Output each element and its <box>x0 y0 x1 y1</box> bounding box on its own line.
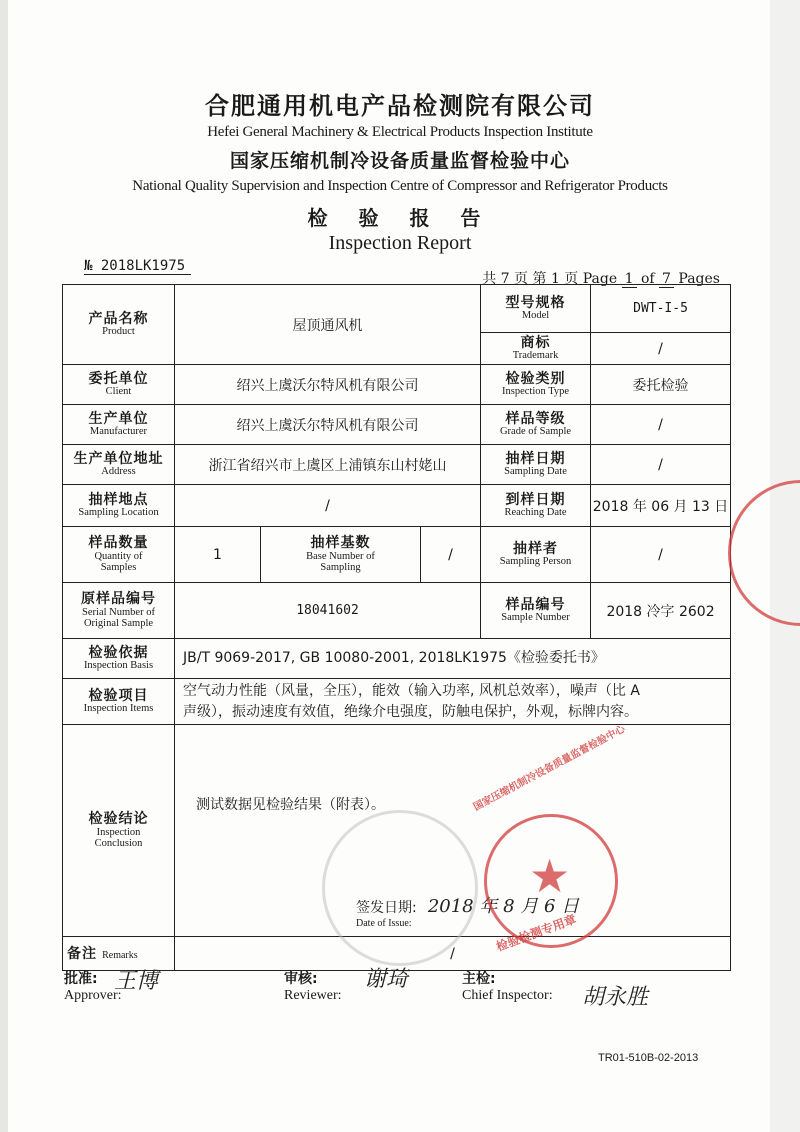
base-number-label: 抽样基数 Base Number of Sampling <box>261 527 421 583</box>
table-row <box>63 527 731 583</box>
embossed-seal <box>322 810 478 966</box>
chief-inspector-block <box>462 968 553 1004</box>
items-line-1: 空气动力性能（风量，全压），能效（输入功率, 风机总效率），噪声（比 A <box>183 682 640 699</box>
client-value: 绍兴上虞沃尔特风机有限公司 <box>175 365 481 405</box>
table-row <box>63 365 731 405</box>
issue-date-label: 签发日期: <box>356 900 417 916</box>
table-row <box>63 405 731 445</box>
table-row <box>63 583 731 639</box>
trademark-value: / <box>591 333 731 365</box>
centre-name-en: National Quality Supervision and Inspection Centre of Compressor and Refrigerator Products <box>132 178 668 194</box>
company-name-en: Hefei General Machinery & Electrical Products Inspection Institute <box>207 124 593 140</box>
items-line-2: 声级），振动速度有效值，绝缘介电强度，防触电保护，外观，标牌内容。 <box>183 703 638 720</box>
approver-label-en: Approver: <box>64 988 122 1003</box>
page-current: 1 <box>622 271 637 288</box>
approver-signature: 王博 <box>114 969 159 994</box>
seal-main-text: 国家压缩机制冷设备质量监督检验中心 <box>471 723 628 814</box>
issue-date-label-en: Date of Issue: <box>356 918 412 929</box>
table-row <box>63 445 731 485</box>
sample-number-value: 2018 冷字 2602 <box>591 583 731 639</box>
reaching-date-label: 到样日期 Reaching Date <box>481 485 591 527</box>
model-label: 型号规格 Model <box>481 285 591 333</box>
address-value: 浙江省绍兴市上虞区上浦镇东山村姥山 <box>175 445 481 485</box>
product-value: 屋顶通风机 <box>175 285 481 365</box>
items-label: 检验项目 Inspection Items <box>63 679 175 725</box>
manufacturer-value: 绍兴上虞沃尔特风机有限公司 <box>175 405 481 445</box>
basis-value: JB/T 9069-2017, GB 10080-2001, 2018LK1975《检验委托书》 <box>175 639 731 679</box>
reviewer-label-en: Reviewer: <box>284 988 342 1003</box>
page-info-prefix: 共 7 页 第 1 页 Page <box>482 271 618 287</box>
inspection-type-label: 检验类别 Inspection Type <box>481 365 591 405</box>
chief-inspector-label-en: Chief Inspector: <box>462 988 553 1003</box>
trademark-label: 商标 Trademark <box>481 333 591 365</box>
reviewer-block <box>284 968 342 1004</box>
report-title-en: Inspection Report <box>328 232 472 254</box>
conclusion-value: 测试数据见检验结果（附表）。 <box>196 797 385 813</box>
company-name-cn: 合肥通用机电产品检测院有限公司 <box>205 92 595 120</box>
approver-block <box>64 968 122 1004</box>
report-title-cn: 检 验 报 告 <box>307 206 493 230</box>
sampling-location-value: / <box>175 485 481 527</box>
form-code: TR01-510B-02-2013 <box>598 1052 699 1064</box>
page-of: of <box>640 271 655 287</box>
reaching-date-value: 2018 年 06 月 13 日 <box>591 485 731 527</box>
remarks-value: / <box>175 937 731 971</box>
manufacturer-label: 生产单位 Manufacturer <box>63 405 175 445</box>
quantity-value: 1 <box>175 527 261 583</box>
chief-inspector-signature: 胡永胜 <box>582 985 649 1010</box>
conclusion-label: 检验结论 Inspection Conclusion <box>63 725 175 937</box>
grade-value: / <box>591 405 731 445</box>
side-seal-stamp <box>728 480 800 626</box>
page-total: 7 <box>659 271 674 288</box>
table-row <box>63 485 731 527</box>
issue-date-handwritten: 2018 年 8 月 6 日 <box>427 896 580 917</box>
inspection-type-value: 委托检验 <box>591 365 731 405</box>
sampling-person-value: / <box>591 527 731 583</box>
basis-label: 检验依据 Inspection Basis <box>63 639 175 679</box>
serial-value: 18041602 <box>175 583 481 639</box>
table-row <box>63 285 731 333</box>
base-number-value: / <box>421 527 481 583</box>
items-value <box>175 679 731 725</box>
sample-number-label: 样品编号 Sample Number <box>481 583 591 639</box>
table-row <box>63 679 731 725</box>
table-row <box>63 639 731 679</box>
sampling-date-value: / <box>591 445 731 485</box>
reviewer-label: 审核: <box>284 971 318 987</box>
approver-label: 批准: <box>64 971 98 987</box>
product-label: 产品名称 Product <box>63 285 175 365</box>
quantity-label: 样品数量 Quantity of Samples <box>63 527 175 583</box>
sampling-person-label: 抽样者 Sampling Person <box>481 527 591 583</box>
address-label: 生产单位地址 Address <box>63 445 175 485</box>
star-icon: ★ <box>529 849 571 903</box>
serial-label: 原样品编号 Serial Number of Original Sample <box>63 583 175 639</box>
report-number: № 2018LK1975 <box>84 258 191 275</box>
seal-bottom-text: 检验检测专用章 <box>494 912 579 954</box>
model-value: DWT-I-5 <box>591 285 731 333</box>
chief-inspector-label: 主检: <box>462 971 496 987</box>
page-info-suffix: Pages <box>678 271 720 287</box>
sampling-location-label: 抽样地点 Sampling Location <box>63 485 175 527</box>
reviewer-signature: 谢琦 <box>364 967 409 992</box>
remarks-label: 备注 Remarks <box>63 937 175 971</box>
client-label: 委托单位 Client <box>63 365 175 405</box>
centre-name-cn: 国家压缩机制冷设备质量监督检验中心 <box>229 150 570 172</box>
grade-label: 样品等级 Grade of Sample <box>481 405 591 445</box>
sampling-date-label: 抽样日期 Sampling Date <box>481 445 591 485</box>
